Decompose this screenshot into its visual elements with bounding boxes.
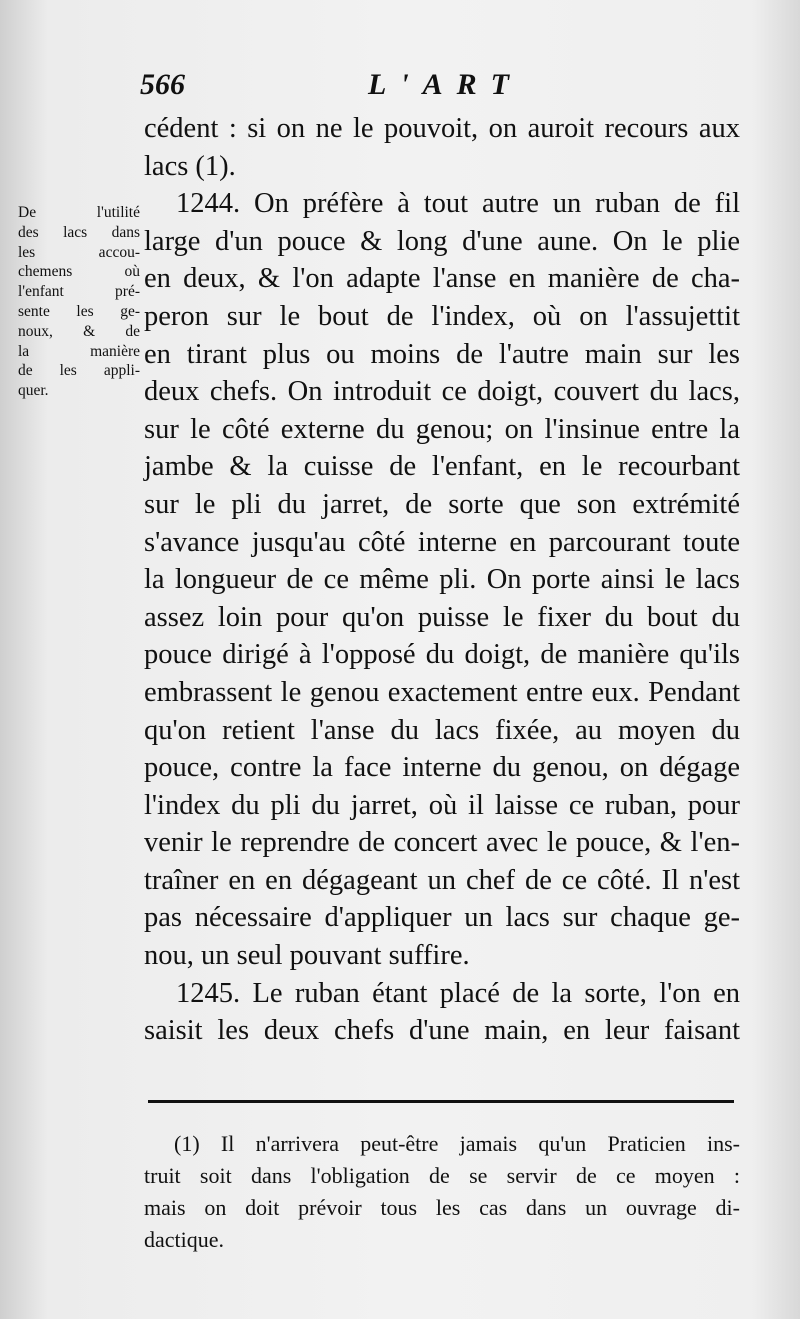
body-line: cédent : si on ne le pouvoit, on auroit recours aux (144, 113, 740, 144)
footnote-line: mais on doit prévoir tous les cas dans un ouvrage di- (144, 1195, 740, 1220)
body-line: pas nécessaire d'appliquer un lacs sur chaque ge- (144, 902, 740, 934)
footnote-divider (148, 1100, 734, 1103)
margin-note-line: quer. (18, 382, 49, 400)
body-line: pouce, contre la face interne du genou, on dégage (144, 752, 740, 784)
body-line: s'avance jusqu'au côté interne en parcourant toute (144, 526, 740, 558)
body-line: lacs (1). (144, 150, 236, 182)
body-line: en tirant plus ou moins de l'autre main sur les (144, 338, 740, 370)
margin-note-line: de les appli- (18, 362, 140, 380)
body-line: l'index du pli du jarret, où il laisse ce ruban, pour (144, 789, 740, 821)
body-line: pouce dirigé à l'opposé du doigt, de manière qu'ils (144, 639, 740, 671)
body-line: large d'un pouce & long d'une aune. On le plie (144, 225, 740, 257)
margin-note (18, 203, 140, 401)
running-title: L'ART (368, 68, 524, 101)
body-line: deux chefs. On introduit ce doigt, couvert du lacs, (144, 376, 740, 408)
body-line: embrassent le genou exactement entre eux. Pendant (144, 676, 740, 708)
paragraph-1245-start: 1245. Le ruban étant placé de la sorte, l'on en (176, 977, 740, 1009)
body-text (144, 110, 740, 1050)
body-line: saisit les deux chefs d'une main, en leur faisant (144, 1015, 740, 1047)
margin-note-line: sente les ge- (18, 302, 140, 320)
footnote-line: (1) Il n'arrivera peut-être jamais qu'un Praticien ins- (174, 1131, 740, 1156)
footnote-line: truit soit dans l'obligation de se servir de ce moyen : (144, 1163, 740, 1188)
body-line: en deux, & l'on adapte l'anse en manière de cha- (144, 263, 740, 295)
footnote (144, 1128, 740, 1256)
margin-note-line: des lacs dans (18, 223, 140, 241)
footnote-line: dactique. (144, 1227, 225, 1252)
margin-note-line: chemens où (18, 263, 140, 281)
body-line: venir le reprendre de concert avec le pouce, & l'en- (144, 827, 740, 859)
margin-note-line: les accou- (18, 243, 140, 261)
margin-note-line: la manière (18, 342, 140, 360)
body-line: sur le pli du jarret, de sorte que son extrémité (144, 488, 740, 520)
margin-note-line: l'enfant pré- (18, 283, 140, 301)
page-number: 566 (140, 68, 185, 101)
body-line: traîner en en dégageant un chef de ce côté. Il n'est (144, 864, 740, 896)
body-line: sur le côté externe du genou; on l'insinue entre la (144, 413, 740, 445)
body-line: qu'on retient l'anse du lacs fixée, au moyen du (144, 714, 740, 746)
body-line: peron sur le bout de l'index, où on l'assujettit (144, 300, 740, 332)
body-line: assez loin pour qu'on puisse le fixer du bout du (144, 601, 740, 633)
margin-note-line: noux, & de (18, 322, 140, 340)
margin-note-line: De l'utilité (18, 204, 140, 221)
body-line: jambe & la cuisse de l'enfant, en le recourbant (144, 451, 740, 483)
body-line: la longueur de ce même pli. On porte ainsi le lacs (144, 564, 740, 596)
paragraph-1244-start: 1244. On préfère à tout autre un ruban de fil (176, 188, 740, 220)
page-header (140, 68, 740, 108)
body-line: nou, un seul pouvant suffire. (144, 940, 470, 972)
